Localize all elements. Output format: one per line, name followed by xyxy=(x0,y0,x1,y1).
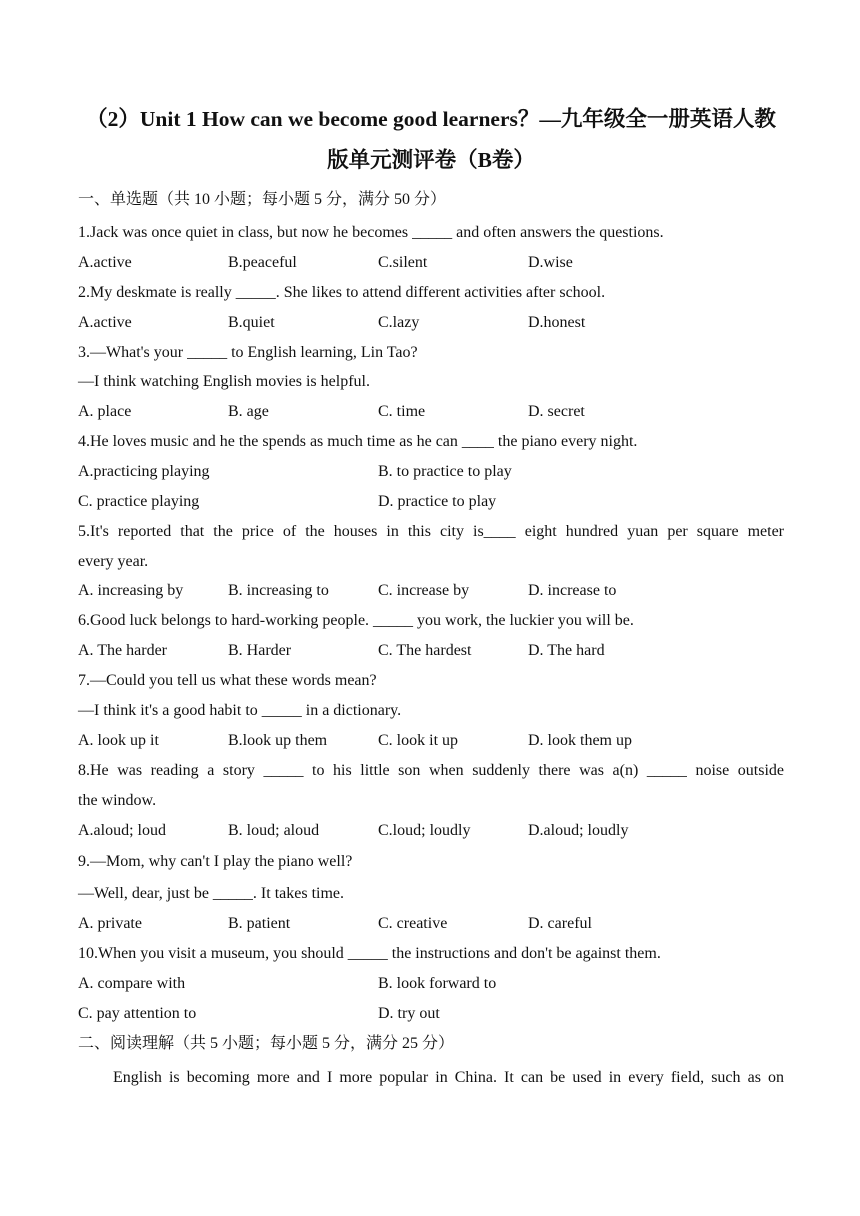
option-b: B. to practice to play xyxy=(378,463,512,480)
option-a: A. compare with xyxy=(78,975,186,992)
option-c: C.lazy xyxy=(378,314,420,331)
question-7-stem: 7.—Could you tell us what these words mean? xyxy=(78,672,377,689)
question-5-stem-line-2: every year. xyxy=(78,553,149,570)
section-2-heading: 二、阅读理解（共 5 小题；每小题 5 分，满分 25 分） xyxy=(78,1035,455,1052)
option-c: C. creative xyxy=(378,915,448,932)
option-d: D. practice to play xyxy=(378,493,497,510)
document-title-line-1: （2）Unit 1 How can we become good learners？—九年级全一册英语人教 xyxy=(86,107,776,131)
question-4-stem: 4.He loves music and he the spends as much time as he can ____ the piano every night. xyxy=(78,433,638,450)
question-3-stem-line-2: —I think watching English movies is helpful. xyxy=(78,373,370,390)
option-c: C. increase by xyxy=(378,582,470,599)
reading-passage-first-line: English is becoming more and I more popular in China. It can be used in every field, such as on xyxy=(113,1069,784,1086)
question-10-stem: 10.When you visit a museum, you should _____ the instructions and don't be against them. xyxy=(78,945,661,962)
option-c: C.silent xyxy=(378,254,428,271)
option-a: A.practicing playing xyxy=(78,463,210,480)
question-3-stem: 3.—What's your _____ to English learning, Lin Tao? xyxy=(78,344,418,361)
option-c: C. pay attention to xyxy=(78,1005,197,1022)
option-a: A.aloud; loud xyxy=(78,822,166,839)
option-d: D. look them up xyxy=(528,732,632,749)
question-9-stem-line-2: —Well, dear, just be _____. It takes time. xyxy=(78,885,345,902)
option-a: A.active xyxy=(78,254,132,271)
option-d: D.wise xyxy=(528,254,573,271)
option-d: D. try out xyxy=(378,1005,440,1022)
question-7-stem-line-2: —I think it's a good habit to _____ in a dictionary. xyxy=(78,702,402,719)
option-b: B. look forward to xyxy=(378,975,497,992)
question-6-stem: 6.Good luck belongs to hard-working people. _____ you work, the luckier you will be. xyxy=(78,612,634,629)
option-a: A. The harder xyxy=(78,642,167,659)
option-d: D. increase to xyxy=(528,582,617,599)
option-a: A. increasing by xyxy=(78,582,184,599)
option-b: B. Harder xyxy=(228,642,292,659)
option-c: C. time xyxy=(378,403,426,420)
option-c: C.loud; loudly xyxy=(378,822,471,839)
option-b: B.peaceful xyxy=(228,254,297,271)
option-c: C. practice playing xyxy=(78,493,200,510)
option-a: A. private xyxy=(78,915,142,932)
option-c: C. The hardest xyxy=(378,642,472,659)
document-title-line-2: 版单元测评卷（B卷） xyxy=(327,148,535,172)
option-b: B. increasing to xyxy=(228,582,329,599)
question-1-stem: 1.Jack was once quiet in class, but now he becomes _____ and often answers the questions. xyxy=(78,224,664,241)
question-8-stem: 8.He was reading a story _____ to his little son when suddenly there was a(n) _____ noise outside xyxy=(78,762,784,779)
option-d: D. The hard xyxy=(528,642,605,659)
option-c: C. look it up xyxy=(378,732,459,749)
option-a: A. place xyxy=(78,403,132,420)
option-d: D. secret xyxy=(528,403,585,420)
option-b: B.quiet xyxy=(228,314,275,331)
question-9-stem: 9.—Mom, why can't I play the piano well? xyxy=(78,853,353,870)
question-5-stem: 5.It's reported that the price of the houses in this city is____ eight hundred yuan per square meter xyxy=(78,523,784,540)
option-d: D.aloud; loudly xyxy=(528,822,629,839)
option-a: A.active xyxy=(78,314,132,331)
question-2-stem: 2.My deskmate is really _____. She likes to attend different activities after school. xyxy=(78,284,606,301)
option-b: B. loud; aloud xyxy=(228,822,320,839)
option-d: D. careful xyxy=(528,915,592,932)
option-b: B. age xyxy=(228,403,269,420)
option-b: B.look up them xyxy=(228,732,328,749)
option-a: A. look up it xyxy=(78,732,159,749)
option-b: B. patient xyxy=(228,915,291,932)
question-8-stem-line-2: the window. xyxy=(78,792,157,809)
section-1-heading: 一、单选题（共 10 小题；每小题 5 分，满分 50 分） xyxy=(78,191,447,208)
option-d: D.honest xyxy=(528,314,586,331)
